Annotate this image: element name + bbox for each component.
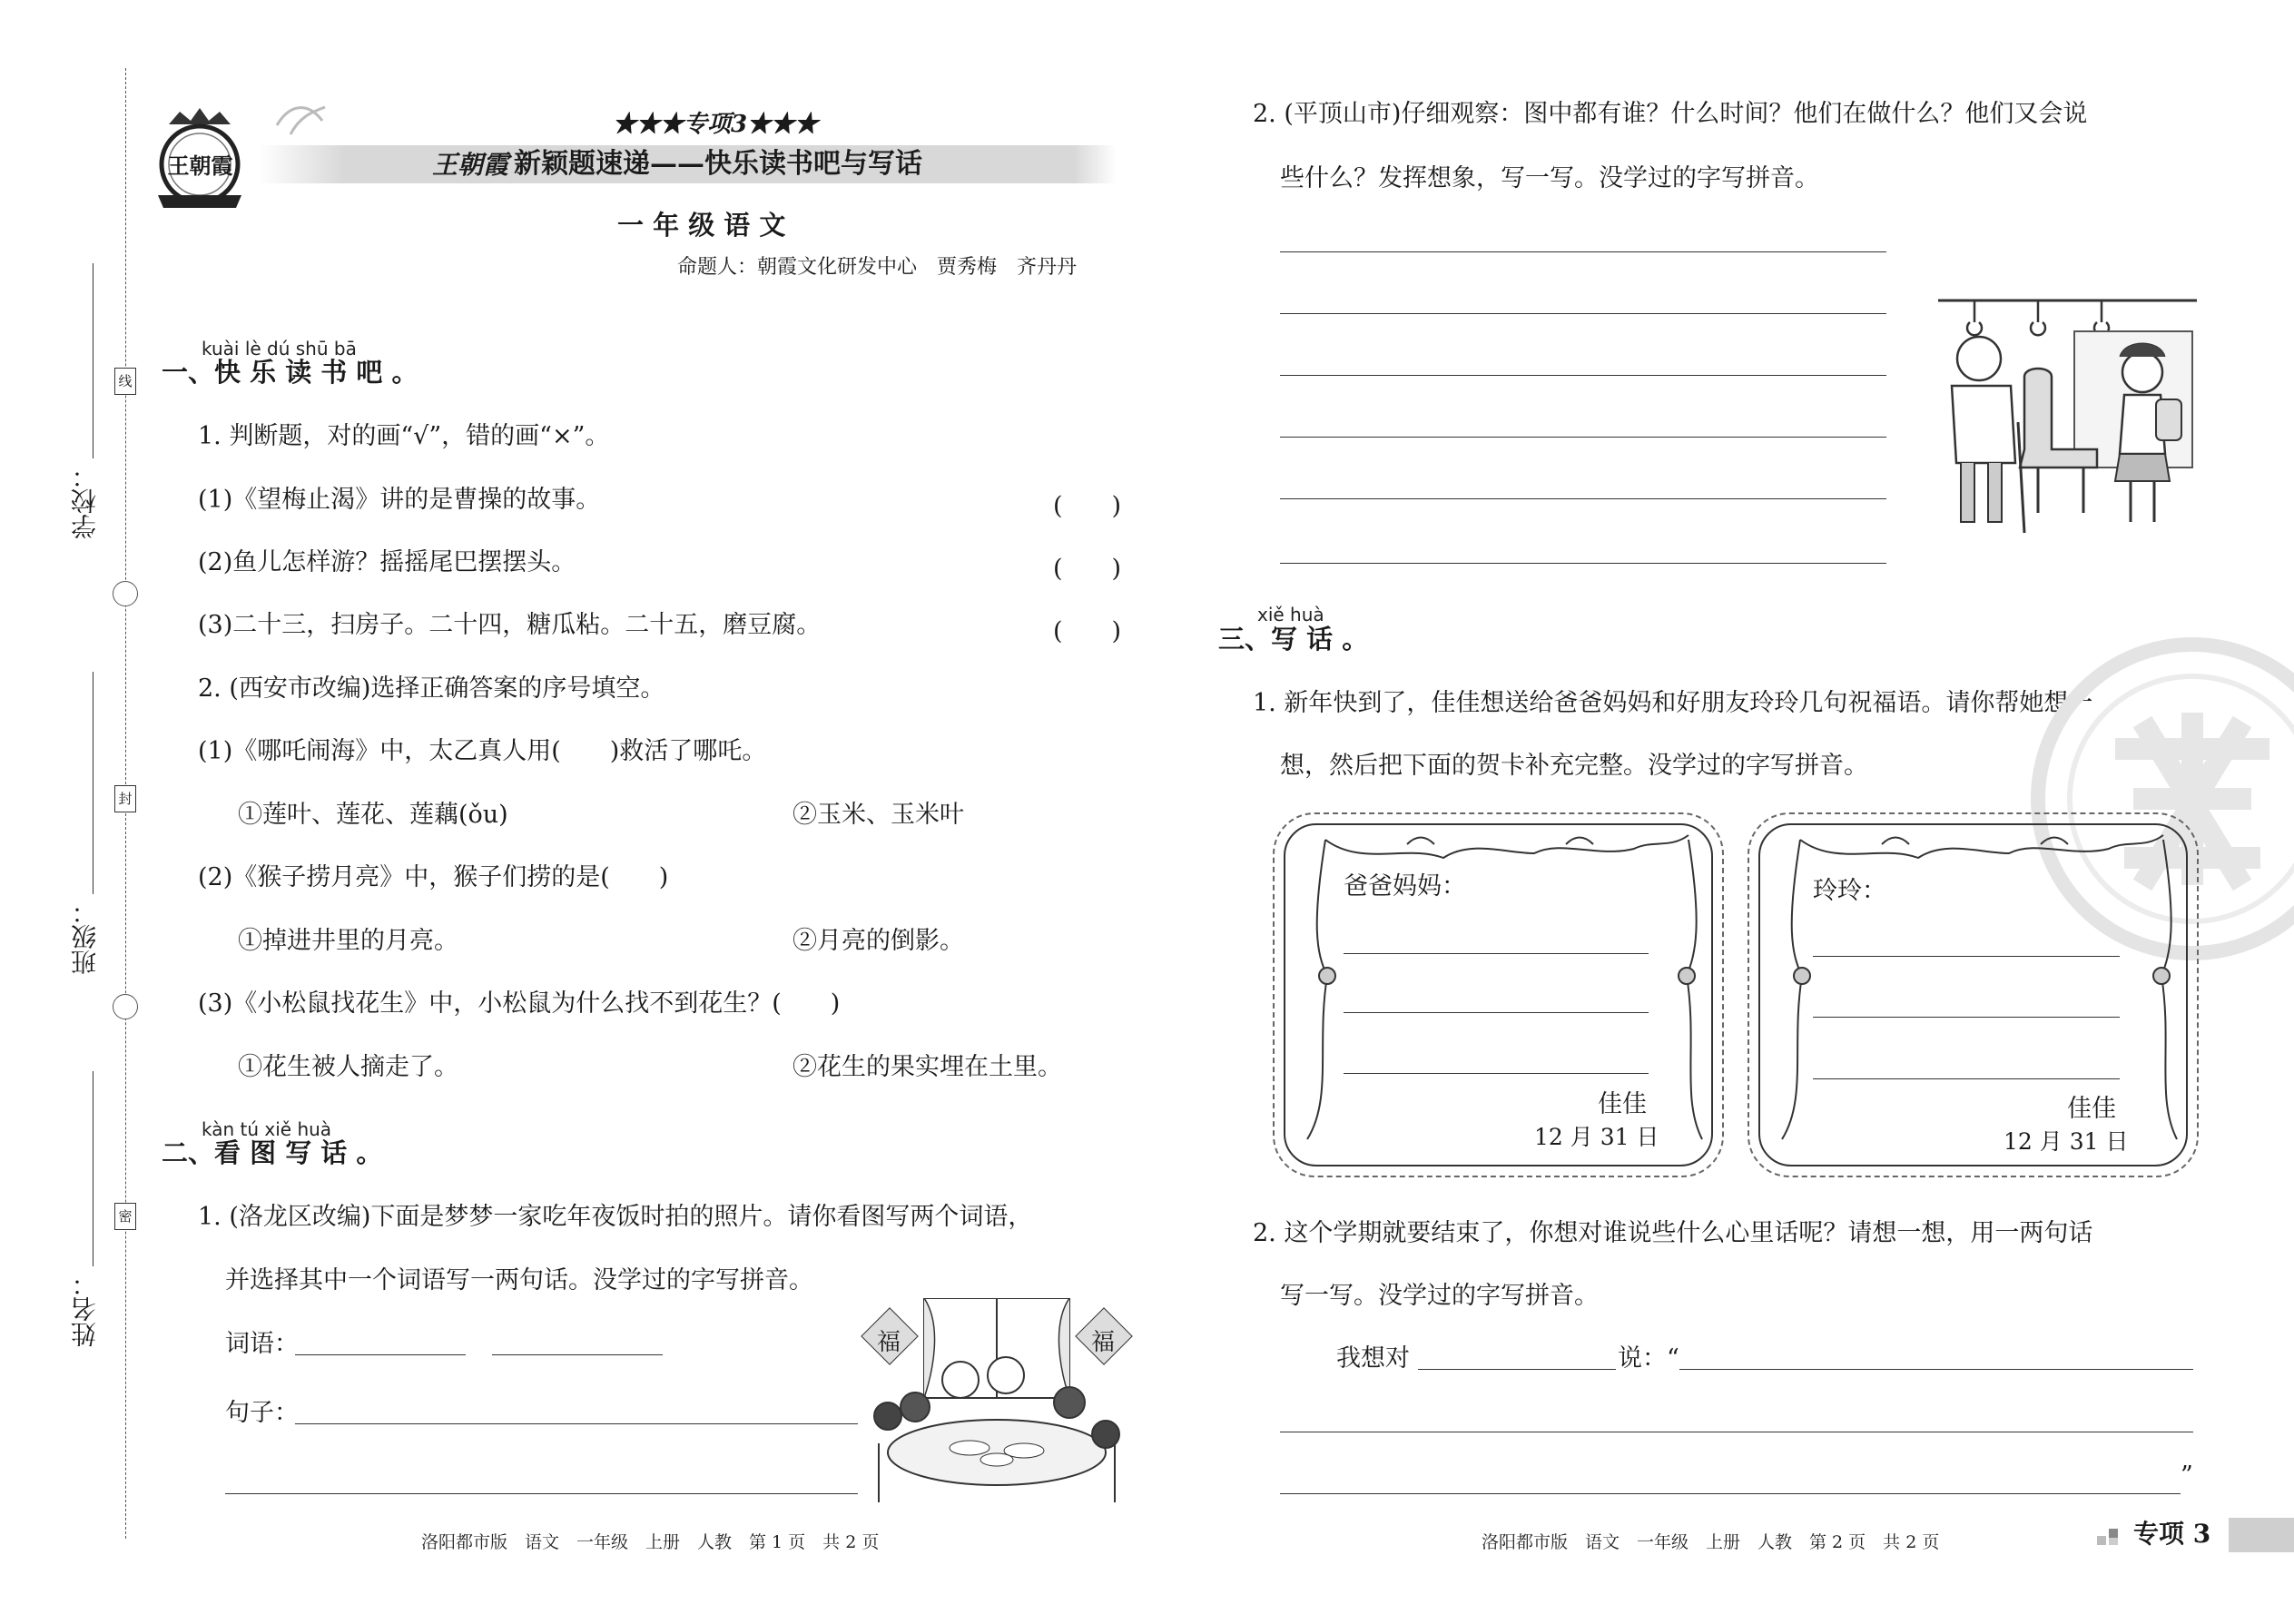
card-recipient: 玲玲： [1813, 877, 1886, 905]
series-tag: ★★★专项3★★★ [613, 111, 819, 138]
footer-tag-bar [2229, 1518, 2294, 1552]
q-text: 写一写。没学过的字写拼音。 [1280, 1282, 1599, 1310]
card-writing-line[interactable] [1813, 1078, 2120, 1079]
choice-option: ②花生的果实埋在土里。 [793, 1053, 1062, 1081]
fu-character: 福 [877, 1329, 901, 1356]
answer-middle: 说：“ [1618, 1344, 1679, 1373]
ribbon-icon [272, 98, 309, 143]
choice-option: ①掉进井里的月亮。 [238, 927, 458, 955]
section3-title: 三、写 话 。 [1218, 624, 1369, 655]
recipient-answer-line[interactable] [1418, 1369, 1616, 1370]
word-answer-line[interactable] [492, 1354, 663, 1355]
seal-mark: 封 [114, 785, 136, 812]
writing-line[interactable] [1280, 563, 1886, 564]
word-answer-line[interactable] [295, 1354, 466, 1355]
card-writing-line[interactable] [1344, 953, 1649, 954]
answer-bracket[interactable]: ( ) [1053, 492, 1122, 520]
message-answer-line[interactable] [1280, 1493, 2181, 1494]
judge-item: (2)鱼儿怎样游？摇摇尾巴摆摆头。 [198, 548, 576, 576]
choice-question: (1)《哪吒闹海》中，太乙真人用( )救活了哪吒。 [198, 737, 767, 765]
section1-title: 一、快 乐 读 书 吧 。 [162, 357, 418, 388]
binding-hole [113, 994, 138, 1019]
seal-mark: 线 [114, 368, 136, 395]
seal-mark: 密 [114, 1203, 136, 1230]
school-label: 学校： [70, 463, 100, 539]
section3-pinyin: xiě huà [1257, 604, 1324, 625]
footer-tag: 专项 3 [2133, 1519, 2211, 1549]
q-text: 1. 新年快到了，佳佳想送给爸爸妈妈和好朋友玲玲几句祝福语。请你帮她想一 [1253, 689, 2093, 717]
card-signature: 佳佳 [1598, 1090, 1647, 1118]
answer-bracket[interactable]: ( ) [1053, 555, 1122, 583]
class-label: 班级： [70, 899, 100, 975]
logo-text: 王朝霞 [167, 153, 233, 179]
authors: 命题人：朝霞文化研发中心 贾秀梅 齐丹丹 [677, 256, 1078, 279]
bus-seat-illustration [1938, 295, 2197, 540]
choice-option: ②玉米、玉米叶 [793, 801, 964, 829]
writing-line[interactable] [1280, 313, 1886, 314]
card-writing-line[interactable] [1344, 1012, 1649, 1013]
section1-pinyin: kuài lè dú shū bā [202, 338, 357, 359]
writing-line[interactable] [1280, 498, 1886, 499]
answer-prefix: 我想对 [1336, 1344, 1410, 1373]
choice-option: ②月亮的倒影。 [793, 927, 964, 955]
q-text: 1. (洛龙区改编)下面是梦梦一家吃年夜饭时拍的照片。请你看图写两个词语， [198, 1203, 1033, 1231]
writing-line[interactable] [1280, 375, 1886, 376]
brand-name: 王朝霞 [432, 150, 509, 180]
writing-line[interactable] [1280, 251, 1886, 252]
card-recipient: 爸爸妈妈： [1344, 872, 1466, 901]
card-writing-line[interactable] [1813, 956, 2120, 957]
choice-question: (2)《猴子捞月亮》中，猴子们捞的是( ) [198, 863, 669, 891]
card-signature: 佳佳 [2067, 1095, 2116, 1123]
q2-prompt: 2. (西安市改编)选择正确答案的序号填空。 [198, 674, 665, 703]
choice-option: ①莲叶、莲花、莲藕(ǒu) [238, 801, 508, 829]
q-text: 想，然后把下面的贺卡补充完整。没学过的字写拼音。 [1280, 752, 1868, 780]
judge-item: (3)二十三，扫房子。二十四，糖瓜粘。二十五，磨豆腐。 [198, 611, 822, 639]
name-label: 姓名： [70, 1271, 100, 1347]
school-field[interactable] [93, 263, 94, 458]
publisher-logo [153, 104, 248, 213]
q1-prompt: 1. 判断题，对的画“√”，错的画“×”。 [198, 422, 610, 450]
page-title: 新颖题速递——快乐读书吧与写话 [514, 148, 922, 180]
page-footer-right: 洛阳都市版 语文 一年级 上册 人教 第 2 页 共 2 页 [1482, 1532, 1940, 1552]
subtitle: 一 年 级 语 文 [617, 210, 786, 241]
answer-bracket[interactable]: ( ) [1053, 617, 1122, 645]
name-field[interactable] [93, 1071, 94, 1266]
message-answer-line[interactable] [1679, 1369, 2193, 1370]
card-date: 12 月 31 日 [1534, 1124, 1659, 1150]
end-quote: ” [2181, 1462, 2193, 1490]
section2-pinyin: kàn tú xiě huà [202, 1118, 332, 1140]
family-dinner-illustration [861, 1298, 1133, 1507]
footer-squares-icon [2097, 1525, 2117, 1545]
sentence-label: 句子： [225, 1399, 299, 1427]
fu-character: 福 [1091, 1329, 1116, 1356]
writing-line[interactable] [1280, 437, 1886, 438]
class-field[interactable] [93, 672, 94, 894]
choice-option: ①花生被人摘走了。 [238, 1053, 458, 1081]
q-text: 2. 这个学期就要结束了，你想对谁说些什么心里话呢？请想一想，用一两句话 [1253, 1219, 2093, 1247]
card-writing-line[interactable] [1813, 1017, 2120, 1018]
binding-hole [113, 581, 138, 606]
choice-question: (3)《小松鼠找花生》中，小松鼠为什么找不到花生？( ) [198, 989, 841, 1018]
sentence-answer-line[interactable] [225, 1493, 858, 1494]
section2-title: 二、看 图 写 话 。 [162, 1137, 383, 1168]
q-text: 并选择其中一个词语写一两句话。没学过的字写拼音。 [225, 1266, 813, 1294]
q-text: 2. (平顶山市)仔细观察：图中都有谁？什么时间？他们在做什么？他们又会说 [1253, 100, 2088, 128]
card-writing-line[interactable] [1344, 1073, 1649, 1074]
card-date: 12 月 31 日 [2004, 1128, 2129, 1155]
q-text: 些什么？发挥想象，写一写。没学过的字写拼音。 [1280, 164, 1819, 192]
page-footer-left: 洛阳都市版 语文 一年级 上册 人教 第 1 页 共 2 页 [421, 1532, 880, 1552]
judge-item: (1)《望梅止渴》讲的是曹操的故事。 [198, 486, 601, 514]
words-label: 词语： [225, 1330, 299, 1358]
sentence-answer-line[interactable] [295, 1423, 858, 1424]
